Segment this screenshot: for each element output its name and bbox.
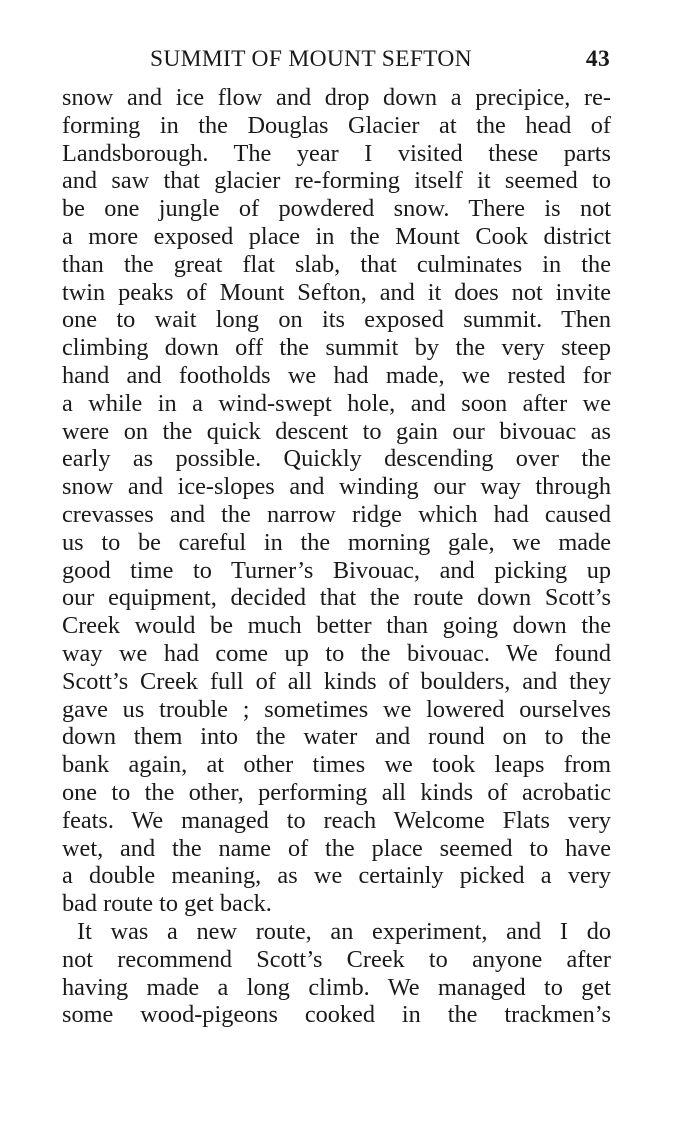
text-line: Landsborough. The year I visited these parts [62, 139, 611, 167]
chapter-title: SUMMIT OF MOUNT SEFTON [150, 46, 472, 72]
text-line: were on the quick descent to gain our bivouac as [62, 417, 611, 445]
text-line: snow and ice flow and drop down a precipice, re- [62, 84, 611, 111]
text-line: a while in a wind-swept hole, and soon after we [62, 389, 611, 417]
text-line: gave us trouble ; sometimes we lowered ourselves [62, 695, 611, 723]
text-line: Creek would be much better than going down the [62, 612, 611, 640]
text-line: hand and footholds we had made, we rested for [62, 361, 611, 389]
text-line: feats. We managed to reach Welcome Flats very [62, 806, 611, 834]
text-line: way we had come up to the bivouac. We found [62, 639, 611, 667]
text-line: having made a long climb. We managed to get [62, 973, 611, 1001]
text-line: us to be careful in the morning gale, we made [62, 528, 611, 556]
body-text [62, 84, 611, 1029]
text-line: one to the other, performing all kinds of acrobatic [62, 778, 611, 806]
text-line: snow and ice-slopes and winding our way through [62, 473, 611, 501]
text-line: climbing down off the summit by the very steep [62, 334, 611, 362]
text-line: bank again, at other times we took leaps from [62, 751, 611, 779]
text-line: than the great flat slab, that culminates in the [62, 250, 611, 278]
text-line: and saw that glacier re-forming itself it seemed to [62, 167, 611, 195]
page-number: 43 [585, 46, 610, 72]
text-line: a more exposed place in the Mount Cook district [62, 222, 611, 250]
text-line: early as possible. Quickly descending over the [62, 445, 611, 473]
text-line: our equipment, decided that the route down Scott’s [62, 584, 611, 612]
text-line: be one jungle of powdered snow. There is not [62, 195, 611, 223]
text-line: twin peaks of Mount Sefton, and it does not invite [62, 278, 611, 306]
text-line: one to wait long on its exposed summit. Then [62, 306, 611, 334]
text-line: bad route to get back. [62, 890, 272, 918]
text-line: some wood-pigeons cooked in the trackmen’s [62, 1001, 611, 1029]
text-line: good time to Turner’s Bivouac, and picking up [62, 556, 611, 584]
running-head [150, 42, 610, 76]
text-line: crevasses and the narrow ridge which had caused [62, 500, 611, 528]
text-line: a double meaning, as we certainly picked a very [62, 862, 611, 890]
text-line: not recommend Scott’s Creek to anyone after [62, 945, 611, 973]
text-line: It was a new route, an experiment, and I do [77, 917, 611, 945]
text-line: wet, and the name of the place seemed to have [62, 834, 611, 862]
text-line: down them into the water and round on to the [62, 723, 611, 751]
text-line: forming in the Douglas Glacier at the head of [62, 111, 611, 139]
text-line: Scott’s Creek full of all kinds of boulders, and they [62, 667, 611, 695]
